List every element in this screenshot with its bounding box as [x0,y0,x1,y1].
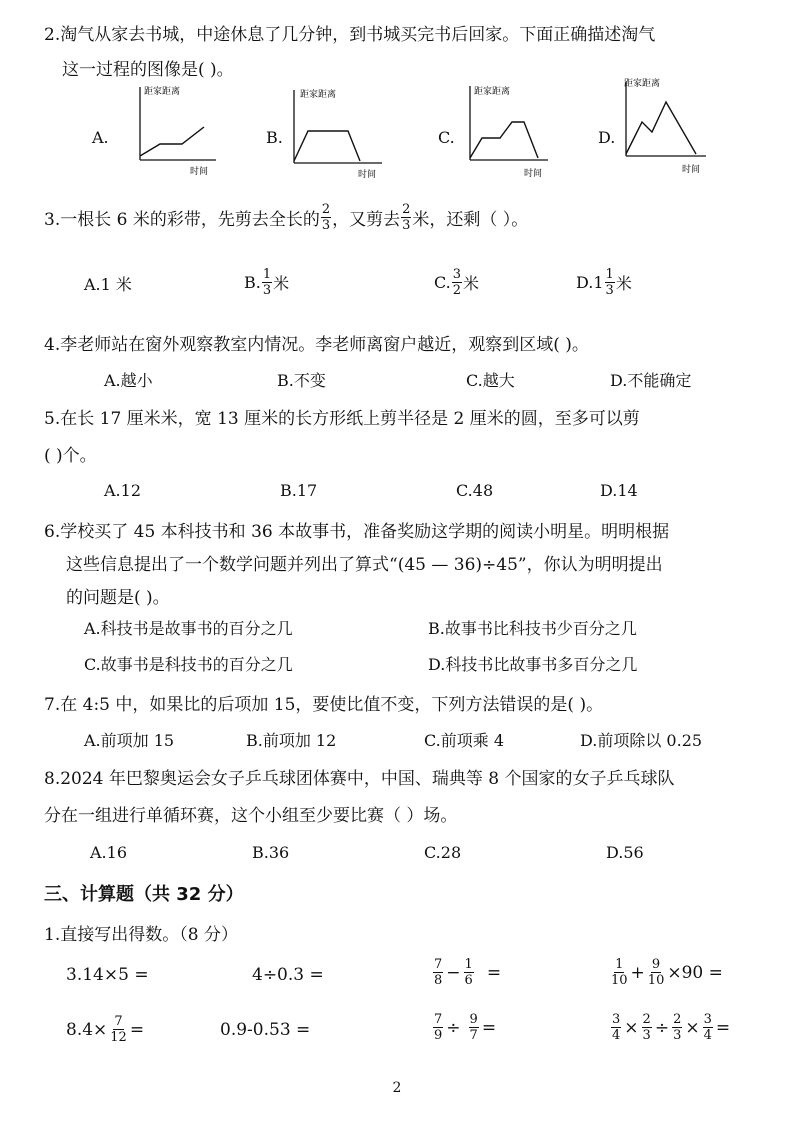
q4-option-d[interactable]: D.不能确定 [610,371,692,390]
q6-option-b[interactable]: B.故事书比科技书少百分之几 [428,619,637,638]
q8-line2: 分在一组进行单循环赛，这个小组至少要比赛（ ）场。 [44,806,458,826]
graph-d-ylabel: 距家距离 [624,79,661,89]
calc-4: $\frac{1}{10}$ + $\frac{9}{10}$ ×90 = [611,957,723,988]
q5-line1: 5.在长 17 厘米米，宽 13 厘米的长方形纸上剪半径是 2 厘米的圆，至多可以剪 [44,409,640,429]
graph-d-svg [620,72,730,177]
graph-d-xlabel: 时间 [682,165,701,175]
calc-2: 4÷0.3 = [252,965,324,985]
q3-mid: ，又剪去 [332,210,401,230]
graph-b-ylabel: 距家距离 [300,90,337,100]
q5-option-a[interactable]: A.12 [104,481,141,500]
calc-7: $\frac{7}{9}$ ÷ $\frac{9}{7}$ = [434,1012,497,1043]
q2-line1: 2.淘气从家去书城，中途休息了几分钟，到书城买完书后回家。下面正确描述淘气 [44,25,656,45]
q3-prefix: 3.一根长 6 米的彩带，先剪去全长的 [44,210,320,230]
q5-line2: ( )个。 [44,446,97,466]
q6-option-c[interactable]: C.故事书是科技书的百分之几 [84,655,293,674]
q4-option-b[interactable]: B.不变 [277,371,326,390]
graph-b-svg [286,85,396,180]
graph-c-svg [462,80,572,180]
calc-1: 3.14×5 = [66,965,149,985]
calc-6: 0.9-0.53 = [220,1020,311,1040]
calc-subheading: 1.直接写出得数。（8 分） [44,925,238,945]
q7-option-d[interactable]: D.前项除以 0.25 [580,731,703,750]
calc-3: $\frac{7}{8}$ − $\frac{1}{6}$ = [434,957,502,988]
calc-8: $\frac{3}{4}$ × $\frac{2}{3}$ ÷ $\frac{2}{3}$ × $\frac{3}{4}$ = [612,1012,731,1043]
graph-a-xlabel: 时间 [190,167,209,177]
page-number: 2 [392,1080,402,1096]
q6-line1: 6.学校买了 45 本科技书和 36 本故事书，准备奖励这学期的阅读小明星。明明根据 [44,522,670,542]
q3-fraction-2: $\frac{2}{3}$ [402,202,411,233]
q8-option-a[interactable]: A.16 [90,843,127,862]
q4-option-c[interactable]: C.越大 [466,371,515,390]
q7-option-a[interactable]: A.前项加 15 [84,731,175,750]
q6-line3: 的问题是( )。 [66,588,170,608]
q3-suffix: 米，还剩（ ）。 [412,210,529,230]
q4-option-a[interactable]: A.越小 [104,371,153,390]
q7-text: 7.在 4:5 中，如果比的后项加 15，要使比值不变，下列方法错误的是( )。 [44,695,604,715]
q3-option-c[interactable]: C. $\frac{3}{2}$ 米 [434,267,480,298]
q2-option-c[interactable]: C. [438,128,455,147]
q6-option-a[interactable]: A.科技书是故事书的百分之几 [84,619,293,638]
q8-option-c[interactable]: C.28 [424,843,462,862]
q3-option-a[interactable]: A.1 米 [84,275,132,294]
graph-d [620,72,730,181]
q2-line2: 这一过程的图像是( )。 [62,60,234,80]
q5-option-c[interactable]: C.48 [456,481,494,500]
q7-option-b[interactable]: B.前项加 12 [246,731,337,750]
q3-fraction-1: $\frac{2}{3}$ [321,202,331,233]
q4-text: 4.李老师站在窗外观察教室内情况。李老师离窗户越近，观察到区域( )。 [44,335,589,355]
q6-line2: 这些信息提出了一个数学问题并列出了算式“(45 — 36)÷45”，你认为明明提出 [66,555,663,575]
q5-option-b[interactable]: B.17 [280,481,318,500]
calc-5: 8.4× $\frac{7}{12}$ = [66,1014,145,1045]
graph-a-svg [118,82,228,177]
graph-a-ylabel: 距家距离 [144,87,181,97]
q7-option-c[interactable]: C.前项乘 4 [424,731,505,750]
q2-option-a[interactable]: A. [92,128,109,147]
q3-text [44,203,528,232]
q3-option-d[interactable]: D.1 $\frac{1}{3}$ 米 [576,267,632,298]
q2-option-b[interactable]: B. [266,128,283,147]
q3-option-b[interactable]: B. $\frac{1}{3}$ 米 [244,267,290,298]
graph-c-xlabel: 时间 [524,169,543,179]
graph-c [462,80,572,184]
q2-option-d[interactable]: D. [598,128,616,147]
graph-b-xlabel: 时间 [358,170,377,180]
q8-line1: 8.2024 年巴黎奥运会女子乒乓球团体赛中，中国、瑞典等 8 个国家的女子乒乓球队 [44,769,675,789]
graph-b [286,85,396,184]
q8-option-b[interactable]: B.36 [252,843,290,862]
q8-option-d[interactable]: D.56 [606,843,644,862]
graph-a [118,82,228,181]
graph-c-ylabel: 距家距离 [474,87,511,97]
q6-option-d[interactable]: D.科技书比故事书多百分之几 [428,655,638,674]
section-heading: 三、计算题（共 32 分） [44,884,244,905]
q5-option-d[interactable]: D.14 [600,481,638,500]
